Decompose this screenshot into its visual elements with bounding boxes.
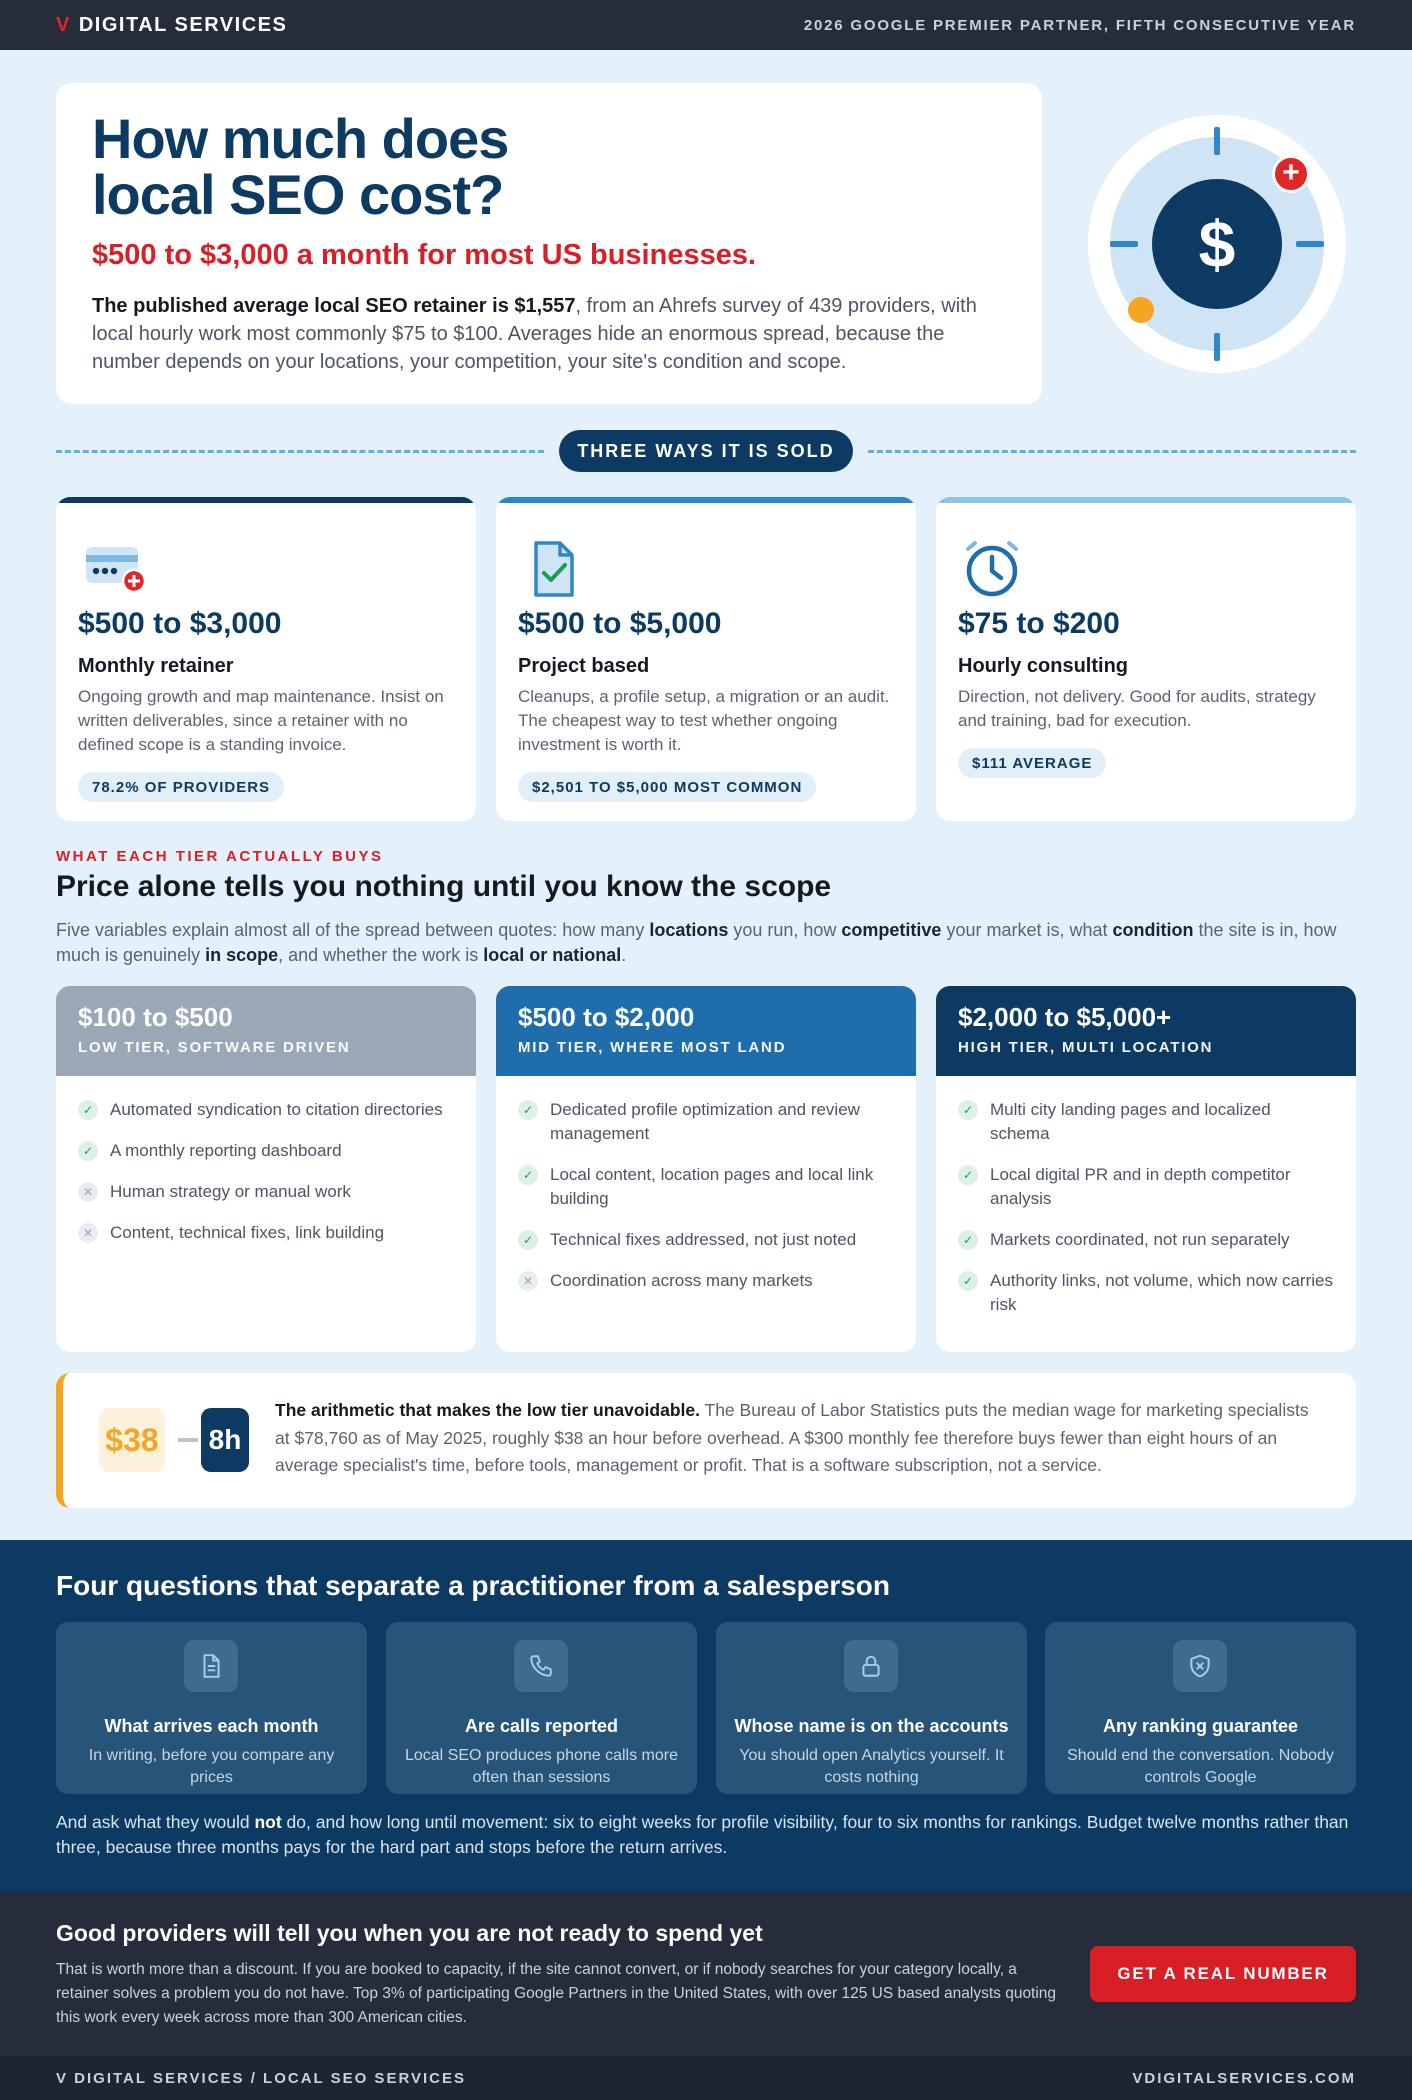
questions-section xyxy=(0,1540,1412,1892)
emblem-tick-right xyxy=(1296,241,1324,247)
page-title xyxy=(92,107,1006,226)
brand-name: DIGITAL SERVICES xyxy=(78,13,288,36)
shield-x-icon xyxy=(1173,1640,1227,1692)
cta-section xyxy=(0,1892,1412,2056)
question-card xyxy=(386,1622,697,1794)
check-icon: ✓ xyxy=(78,1100,98,1120)
cross-icon: ✕ xyxy=(78,1223,98,1243)
check-icon: ✓ xyxy=(958,1165,978,1185)
model-price: $500 to $3,000 xyxy=(78,607,282,640)
question-desc: Local SEO produces phone calls more often than sessions xyxy=(404,1747,679,1786)
title-line-1: How much does xyxy=(92,107,509,170)
tier-price: $500 to $2,000 xyxy=(518,1002,695,1032)
model-card-project xyxy=(496,497,916,821)
model-card-hourly xyxy=(936,497,1356,821)
list-item: ✓ Authority links, not volume, which now carries risk xyxy=(958,1269,1334,1317)
list-item: ✕ Content, technical fixes, link building xyxy=(78,1221,454,1245)
tier-feature-list xyxy=(56,1076,476,1245)
tier-header xyxy=(496,986,916,1076)
model-name: Monthly retainer xyxy=(78,655,234,677)
question-card xyxy=(56,1622,367,1794)
questions-title: Four questions that separate a practitioner from a salesperson xyxy=(56,1570,890,1601)
list-item: ✓ A monthly reporting dashboard xyxy=(78,1139,454,1163)
tier-price: $100 to $500 xyxy=(78,1002,233,1032)
dollar-icon: $ xyxy=(1152,179,1282,309)
brand-mark: V xyxy=(56,13,71,36)
model-card-retainer xyxy=(56,497,476,821)
question-card xyxy=(1045,1622,1356,1794)
footer-breadcrumb[interactable]: V DIGITAL SERVICES / LOCAL SEO SERVICES xyxy=(56,2069,467,2087)
figure-separator xyxy=(178,1438,198,1442)
list-item: ✓ Technical fixes addressed, not just noted xyxy=(518,1228,894,1252)
alarm-clock-icon xyxy=(962,537,1026,601)
emblem-tick-bottom xyxy=(1214,333,1220,361)
hourly-wage-figure: $38 xyxy=(99,1408,165,1472)
tier-label: HIGH TIER, MULTI LOCATION xyxy=(958,1039,1214,1056)
document-icon xyxy=(184,1640,238,1692)
tier-header xyxy=(56,986,476,1076)
price-range-headline: $500 to $3,000 a month for most US businesses. xyxy=(92,239,757,271)
tier-card-low xyxy=(56,986,476,1352)
list-item: ✕ Human strategy or manual work xyxy=(78,1180,454,1204)
hero-lead xyxy=(92,292,1006,376)
question-desc: You should open Analytics yourself. It costs nothing xyxy=(739,1747,1004,1786)
hero-lead-bold: The published average local SEO retainer is $1,557 xyxy=(92,295,576,317)
dollar-target-icon xyxy=(1088,115,1346,373)
model-badge: $111 AVERAGE xyxy=(958,748,1106,778)
question-desc: Should end the conversation. Nobody controls Google xyxy=(1067,1747,1334,1786)
tier-feature-list xyxy=(936,1076,1356,1317)
tier-header xyxy=(936,986,1356,1076)
check-icon: ✓ xyxy=(518,1165,538,1185)
question-card xyxy=(716,1622,1027,1794)
emblem-tick-top xyxy=(1214,127,1220,155)
card-accent xyxy=(56,497,476,503)
partner-note: 2026 GOOGLE PREMIER PARTNER, FIFTH CONSECUTIVE YEAR xyxy=(803,16,1356,34)
list-item: ✓ Local digital PR and in depth competitor analysis xyxy=(958,1163,1334,1211)
credit-card-icon xyxy=(82,537,146,601)
question-desc: In writing, before you compare any prices xyxy=(88,1747,335,1786)
check-icon: ✓ xyxy=(518,1100,538,1120)
question-title: What arrives each month xyxy=(104,1716,319,1736)
scope-text: Five variables explain almost all of the spread between quotes: how many locations you run, how competitive your market is, what condition the site is in, how much is genuinely in scope, and whether the work is local or national. xyxy=(56,920,1337,965)
phone-icon xyxy=(514,1640,568,1692)
footer xyxy=(0,2056,1412,2100)
hero-card xyxy=(56,83,1042,404)
card-accent xyxy=(496,497,916,503)
card-accent xyxy=(936,497,1356,503)
model-badge: 78.2% OF PROVIDERS xyxy=(78,772,284,802)
top-bar xyxy=(0,0,1412,50)
hero-lead-rest: , from an Ahrefs survey of 439 providers, with local hourly work most commonly $75 to $100. Averages hide an enormous spread, because the number depends on your locations, your competition, your site's condition and scope. xyxy=(92,295,977,373)
brand-logo[interactable] xyxy=(56,14,287,37)
check-icon: ✓ xyxy=(518,1230,538,1250)
model-name: Hourly consulting xyxy=(958,655,1128,677)
lock-icon xyxy=(844,1640,898,1692)
question-title: Whose name is on the accounts xyxy=(734,1716,1009,1736)
section-divider xyxy=(56,430,1356,472)
check-icon: ✓ xyxy=(78,1141,98,1161)
question-title: Are calls reported xyxy=(464,1716,619,1736)
title-line-2: local SEO cost? xyxy=(92,163,504,226)
tier-card-high xyxy=(936,986,1356,1352)
cross-icon: ✕ xyxy=(518,1271,538,1291)
tier-label: LOW TIER, SOFTWARE DRIVEN xyxy=(78,1039,351,1056)
list-item: ✕ Coordination across many markets xyxy=(518,1269,894,1293)
tier-card-mid xyxy=(496,986,916,1352)
tier-price: $2,000 to $5,000+ xyxy=(958,1002,1172,1032)
divider-line-right xyxy=(868,450,1356,453)
footer-site-link[interactable]: VDIGITALSERVICES.COM xyxy=(1132,2069,1356,2087)
divider-line-left xyxy=(56,450,544,453)
cta-text: That is worth more than a discount. If you are booked to capacity, if the site cannot convert, or if nobody searches for your category locally, a retainer solves a problem you do not have. Top 3% of participating Google Partners in the United States, with over 125 US based analysts quoting this work every week across more than 300 American cities. xyxy=(56,1961,1057,2026)
question-title: Any ranking guarantee xyxy=(1102,1716,1299,1736)
document-check-icon xyxy=(522,537,586,601)
check-icon: ✓ xyxy=(958,1230,978,1250)
tier-feature-list xyxy=(496,1076,916,1293)
cta-title: Good providers will tell you when you are not ready to spend yet xyxy=(56,1920,763,1946)
list-item: ✓ Dedicated profile optimization and review management xyxy=(518,1098,894,1146)
tier-label: MID TIER, WHERE MOST LAND xyxy=(518,1039,787,1056)
list-item: ✓ Multi city landing pages and localized schema xyxy=(958,1098,1334,1146)
questions-footnote: And ask what they would not do, and how long until movement: six to eight weeks for profile visibility, four to six months for rankings. Budget twelve months rather than three, because three months pays for the hard part and stops before the return arrives. xyxy=(56,1812,1349,1857)
model-badge: $2,501 TO $5,000 MOST COMMON xyxy=(518,772,816,802)
arithmetic-callout xyxy=(56,1373,1356,1508)
orange-dot xyxy=(1128,297,1154,323)
model-description: Ongoing growth and map maintenance. Insist on written deliverables, since a retainer with no defined scope is a standing invoice. xyxy=(78,687,444,754)
model-description: Cleanups, a profile setup, a migration or an audit. The cheapest way to test whether ongoing investment is worth it. xyxy=(518,687,890,754)
model-name: Project based xyxy=(518,655,650,677)
get-quote-button[interactable]: GET A REAL NUMBER xyxy=(1090,1946,1356,2002)
hours-figure: 8h xyxy=(201,1408,249,1472)
list-item: ✓ Automated syndication to citation directories xyxy=(78,1098,454,1122)
model-price: $75 to $200 xyxy=(958,607,1120,640)
model-description: Direction, not delivery. Good for audits, strategy and training, bad for execution. xyxy=(958,687,1316,730)
arithmetic-text: The arithmetic that makes the low tier unavoidable. The Bureau of Labor Statistics puts the median wage for marketing specialists at $78,760 as of May 2025, roughly $38 an hour before overhead. A $300 monthly fee therefore buys fewer than eight hours of an average specialist's time, before tools, management or profit. That is a software subscription, not a service. xyxy=(275,1400,1309,1475)
section-pill: THREE WAYS IT IS SOLD xyxy=(559,430,853,472)
cross-icon: ✕ xyxy=(78,1182,98,1202)
list-item: ✓ Local content, location pages and local link building xyxy=(518,1163,894,1211)
scope-title: Price alone tells you nothing until you know the scope xyxy=(56,870,832,903)
plus-badge-icon: + xyxy=(1272,155,1310,193)
check-icon: ✓ xyxy=(958,1271,978,1291)
list-item: ✓ Markets coordinated, not run separately xyxy=(958,1228,1334,1252)
emblem-tick-left xyxy=(1110,241,1138,247)
check-icon: ✓ xyxy=(958,1100,978,1120)
model-price: $500 to $5,000 xyxy=(518,607,722,640)
scope-kicker: WHAT EACH TIER ACTUALLY BUYS xyxy=(56,848,384,865)
